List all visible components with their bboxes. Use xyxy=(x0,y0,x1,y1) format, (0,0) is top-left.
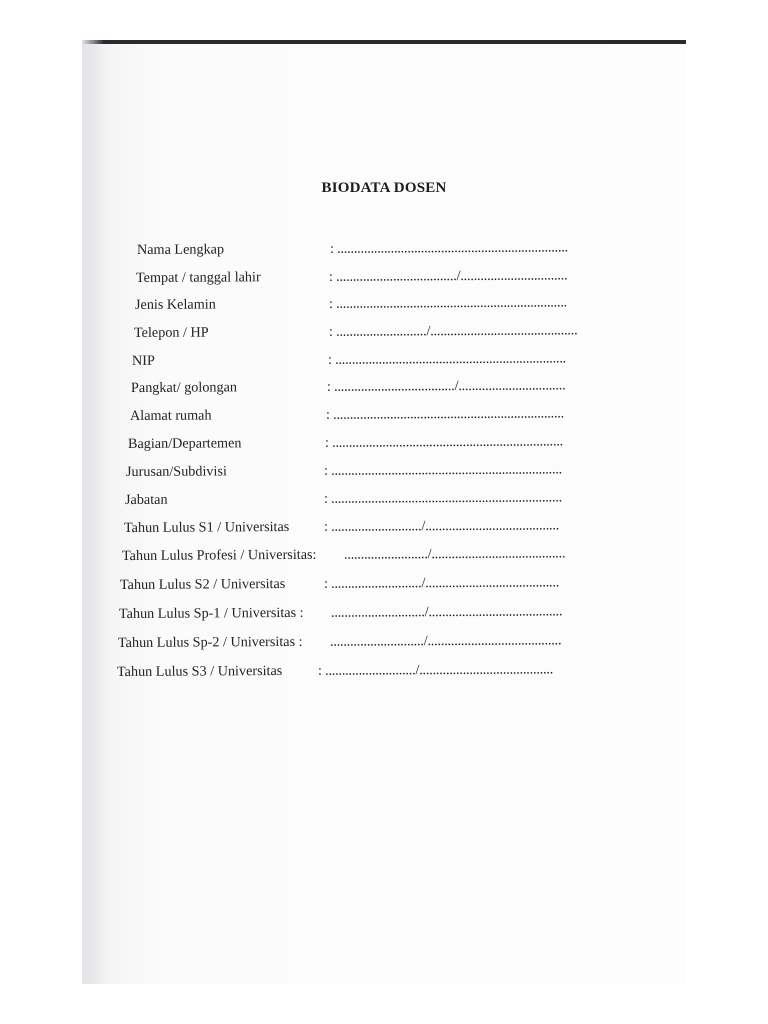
field-label: Tahun Lulus S3 / Universitas xyxy=(116,662,283,680)
field-label: Tahun Lulus S2 / Universitas xyxy=(119,575,286,593)
document-page xyxy=(82,40,686,984)
field-label: Tahun Lulus Sp-1 / Universitas : xyxy=(118,604,304,622)
field-fill-line: : .........................../............................................ xyxy=(328,322,578,340)
biodata-form xyxy=(82,40,686,984)
field-label: Jurusan/Subdivisi xyxy=(125,463,227,480)
field-fill-line: : ..................................................................... xyxy=(328,294,568,312)
field-fill-line: : ..................................................................... xyxy=(324,433,564,451)
field-fill-line: ............................/........................................ xyxy=(329,632,562,650)
field-fill-line: ............................/........................................ xyxy=(330,603,563,621)
field-label: Jenis Kelamin xyxy=(134,296,216,313)
field-fill-line: : ..................................................................... xyxy=(323,489,563,507)
document-title: BIODATA DOSEN xyxy=(321,180,447,196)
field-fill-line: : ..................................../................................ xyxy=(328,267,568,285)
field-label: Pangkat/ golongan xyxy=(130,379,238,396)
field-label: NIP xyxy=(131,352,155,369)
field-fill-line: : ..................................................................... xyxy=(329,239,569,257)
field-fill-line: : ..................................................................... xyxy=(327,350,567,368)
field-fill-line: : ..................................................................... xyxy=(325,405,565,423)
field-label: Nama Lengkap xyxy=(136,241,225,258)
field-fill-line: : .........................../........................................ xyxy=(323,517,560,535)
field-label: Bagian/Departemen xyxy=(127,435,242,452)
field-label: Tahun Lulus S1 / Universitas xyxy=(123,518,290,536)
field-label: Alamat rumah xyxy=(129,407,212,424)
field-fill-line: : ..................................../................................ xyxy=(326,377,566,395)
field-label: Jabatan xyxy=(124,491,168,508)
field-label: Tahun Lulus Profesi / Universitas: xyxy=(121,546,317,564)
field-fill-line: ........................./........................................ xyxy=(343,545,566,563)
field-label: Telepon / HP xyxy=(133,324,209,341)
field-fill-line: : .........................../........................................ xyxy=(317,661,554,679)
field-label: Tempat / tanggal lahir xyxy=(135,269,261,286)
field-label: Tahun Lulus Sp-2 / Universitas : xyxy=(117,633,303,651)
field-fill-line: : ..................................................................... xyxy=(323,461,563,479)
field-fill-line: : .........................../........................................ xyxy=(323,574,560,592)
